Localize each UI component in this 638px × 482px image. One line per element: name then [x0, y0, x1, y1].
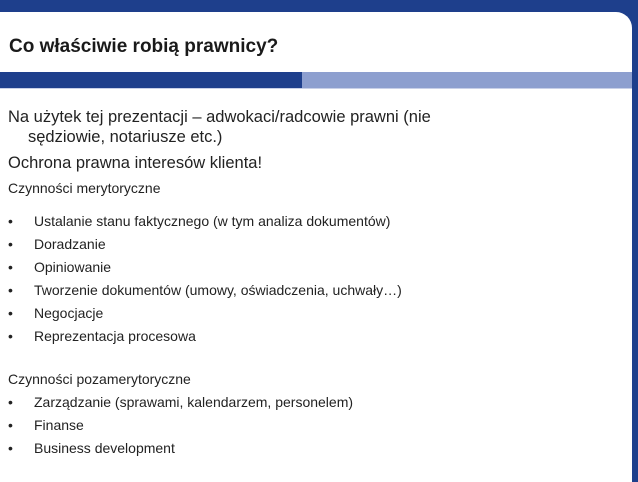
list-item [8, 259, 618, 276]
list-item [8, 305, 618, 322]
title-bar-dark-segment [0, 72, 302, 88]
title-bar [0, 72, 632, 88]
intro-line-1: Na użytek tej prezentacji – adwokaci/radcowie prawni (nie [8, 108, 431, 126]
merits-list [8, 213, 618, 345]
list-item [8, 417, 618, 434]
list-item-text: Finanse [34, 417, 84, 433]
bullet-icon: • [8, 236, 13, 252]
bullet-icon: • [8, 440, 13, 456]
list-item-text: Zarządzanie (sprawami, kalendarzem, personelem) [34, 394, 354, 410]
list-item [8, 213, 618, 230]
bullet-icon: • [8, 282, 13, 298]
slide-title: Co właściwie robią prawnicy? [9, 36, 279, 57]
list-item-text: Reprezentacja procesowa [34, 328, 196, 344]
list-item-text: Tworzenie dokumentów (umowy, oświadczenia, uchwały…) [34, 282, 402, 298]
merits-heading: Czynności merytoryczne [8, 180, 161, 196]
bullet-icon: • [8, 417, 13, 433]
intro-line-2: sędziowie, notariusze etc.) [28, 128, 223, 146]
slide-content [8, 107, 618, 457]
bullet-icon: • [8, 328, 13, 344]
protection-statement: Ochrona prawna interesów klienta! [8, 154, 263, 172]
slide [0, 12, 632, 482]
list-item-text: Business development [34, 440, 175, 456]
list-item [8, 236, 618, 253]
list-item [8, 394, 618, 411]
bullet-icon: • [8, 213, 13, 229]
nonmerits-heading: Czynności pozamerytoryczne [8, 371, 191, 387]
title-divider [0, 88, 632, 89]
bullet-icon: • [8, 394, 13, 410]
list-item-text: Ustalanie stanu faktycznego (w tym analiza dokumentów) [34, 213, 391, 229]
intro-paragraph [8, 107, 618, 147]
list-item [8, 282, 618, 299]
list-item [8, 328, 618, 345]
bullet-icon: • [8, 305, 13, 321]
title-bar-light-segment [302, 72, 632, 88]
list-item-text: Negocjacje [34, 305, 104, 321]
list-item [8, 440, 618, 457]
bullet-icon: • [8, 259, 13, 275]
list-item-text: Opiniowanie [34, 259, 112, 275]
nonmerits-list [8, 394, 618, 457]
list-item-text: Doradzanie [34, 236, 106, 252]
